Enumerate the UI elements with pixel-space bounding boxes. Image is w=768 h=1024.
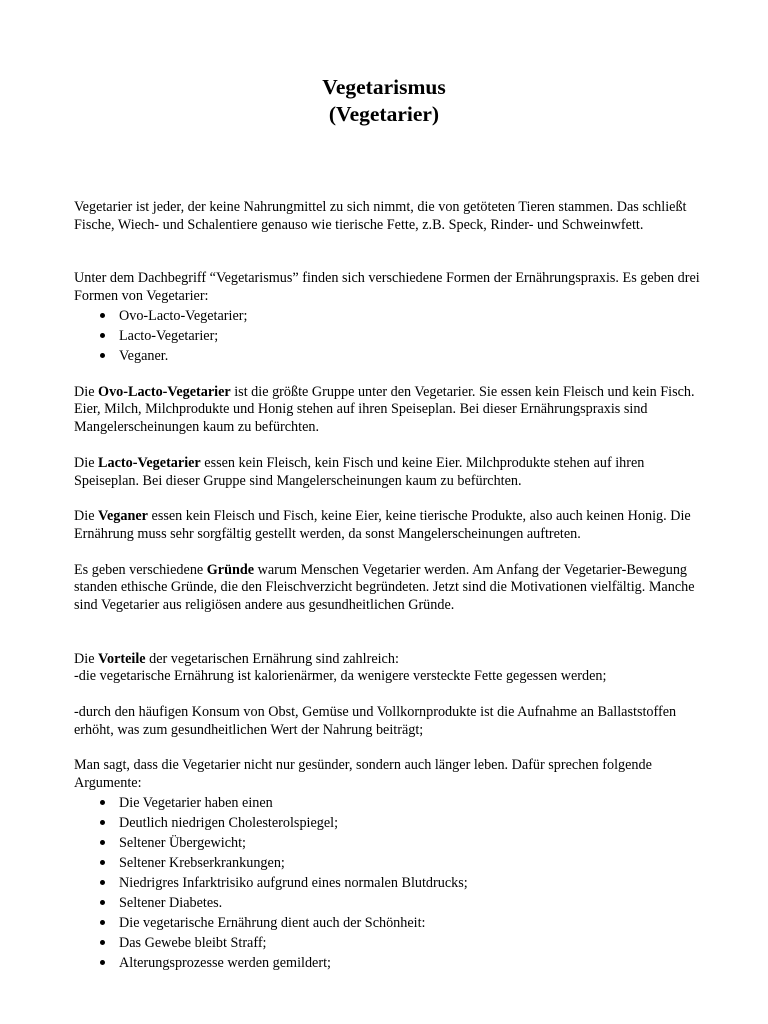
bullet-icon xyxy=(100,353,105,358)
vegan-term: Veganer xyxy=(98,508,148,525)
list-item: Veganer. xyxy=(74,346,704,366)
list-item: Das Gewebe bleibt Straff; xyxy=(74,933,704,953)
lacto-paragraph: Die Lacto-Vegetarier essen kein Fleisch, kein Fisch und keine Eier. Milchprodukte stehen auf ihren Speiseplan. Bei dieser Gruppe sind Mangelerscheinungen kaum zu befürchten. xyxy=(74,454,645,489)
forms-list xyxy=(74,306,704,366)
bullet-icon xyxy=(100,800,105,805)
longer-life-paragraph: Man sagt, dass die Vegetarier nicht nur gesünder, sondern auch länger leben. Dafür sprechen folgende Argumente: xyxy=(74,757,652,792)
bullet-icon xyxy=(100,920,105,925)
document-body xyxy=(74,199,704,973)
bullet-icon xyxy=(100,860,105,865)
bullet-icon xyxy=(100,313,105,318)
forms-paragraph: Unter dem Dachbegriff “Vegetarismus” finden sich verschiedene Formen der Ernährungspraxis. Es geben drei Formen von Vegetarier: xyxy=(74,270,700,304)
advantages-term: Vorteile xyxy=(98,650,146,667)
advantage-point-1: -die vegetarische Ernährung ist kalorienärmer, da wenigere versteckte Fette gegessen werden; xyxy=(74,668,607,685)
ovo-lacto-paragraph: Die Ovo-Lacto-Vegetarier ist die größte Gruppe unter den Vegetarier. Sie essen kein Fleisch und kein Fisch. Eier, Milch, Milchprodukte und Honig stehen auf ihren Speiseplan. Bei dieser Ernährungspraxis sind Mangelerscheinungen kaum zu befürchten. xyxy=(74,383,695,436)
list-item: Niedrigres Infarktrisiko aufgrund eines normalen Blutdrucks; xyxy=(74,873,704,893)
bullet-icon xyxy=(100,900,105,905)
bullet-icon xyxy=(100,880,105,885)
reasons-term: Gründe xyxy=(206,561,255,578)
advantages-paragraph: Die Vorteile der vegetarischen Ernährung sind zahlreich: xyxy=(74,650,399,667)
document-title xyxy=(0,74,768,128)
list-item: Deutlich niedrigen Cholesterolspiegel; xyxy=(74,813,704,833)
vegan-paragraph: Die Veganer essen kein Fleisch und Fisch, keine Eier, keine tierische Produkte, also auch keinen Honig. Die Ernährung muss sehr sorgfältig gestellt werden, da sonst Mangelerscheinungen auftreten. xyxy=(74,508,691,542)
list-item: Alterungsprozesse werden gemildert; xyxy=(74,953,704,973)
bullet-icon xyxy=(100,840,105,845)
bullet-icon xyxy=(100,940,105,945)
list-item: Die vegetarische Ernährung dient auch der Schönheit: xyxy=(74,913,704,933)
bullet-icon xyxy=(100,820,105,825)
advantage-point-2: -durch den häufigen Konsum von Obst, Gemüse und Vollkornprodukte ist die Aufnahme an Ballaststoffen erhöht, was zum gesundheitlichen Wert der Nahrung beiträgt; xyxy=(74,703,677,738)
lacto-term: Lacto-Vegetarier xyxy=(98,454,201,471)
bullet-icon xyxy=(100,960,105,965)
list-item: Seltener Krebserkrankungen; xyxy=(74,853,704,873)
list-item: Ovo-Lacto-Vegetarier; xyxy=(74,306,704,326)
reasons-paragraph: Es geben verschiedene Gründe warum Menschen Vegetarier werden. Am Anfang der Vegetarier-Bewegung standen ethische Gründe, die den Fleischverzicht begründeten. Jetzt sind die Motivationen vielfältig. Manche sind Vegetarier aus religiösen andere aus gesundheitlichen Gründe. xyxy=(74,561,695,614)
title-line-2: (Vegetarier) xyxy=(328,102,440,126)
list-item: Lacto-Vegetarier; xyxy=(74,326,704,346)
ovo-lacto-term: Ovo-Lacto-Vegetarier xyxy=(98,383,231,400)
arguments-list xyxy=(74,793,704,973)
title-line-1: Vegetarismus xyxy=(322,75,446,99)
list-item: Seltener Diabetes. xyxy=(74,893,704,913)
list-item: Die Vegetarier haben einen xyxy=(74,793,704,813)
intro-paragraph: Vegetarier ist jeder, der keine Nahrungmittel zu sich nimmt, die von getöteten Tieren stammen. Das schließt Fische, Wiech- und Schalentiere genauso wie tierische Fette, z.B. Speck, Rinder- und Schweinwfett. xyxy=(74,199,687,233)
list-item: Seltener Übergewicht; xyxy=(74,833,704,853)
bullet-icon xyxy=(100,333,105,338)
